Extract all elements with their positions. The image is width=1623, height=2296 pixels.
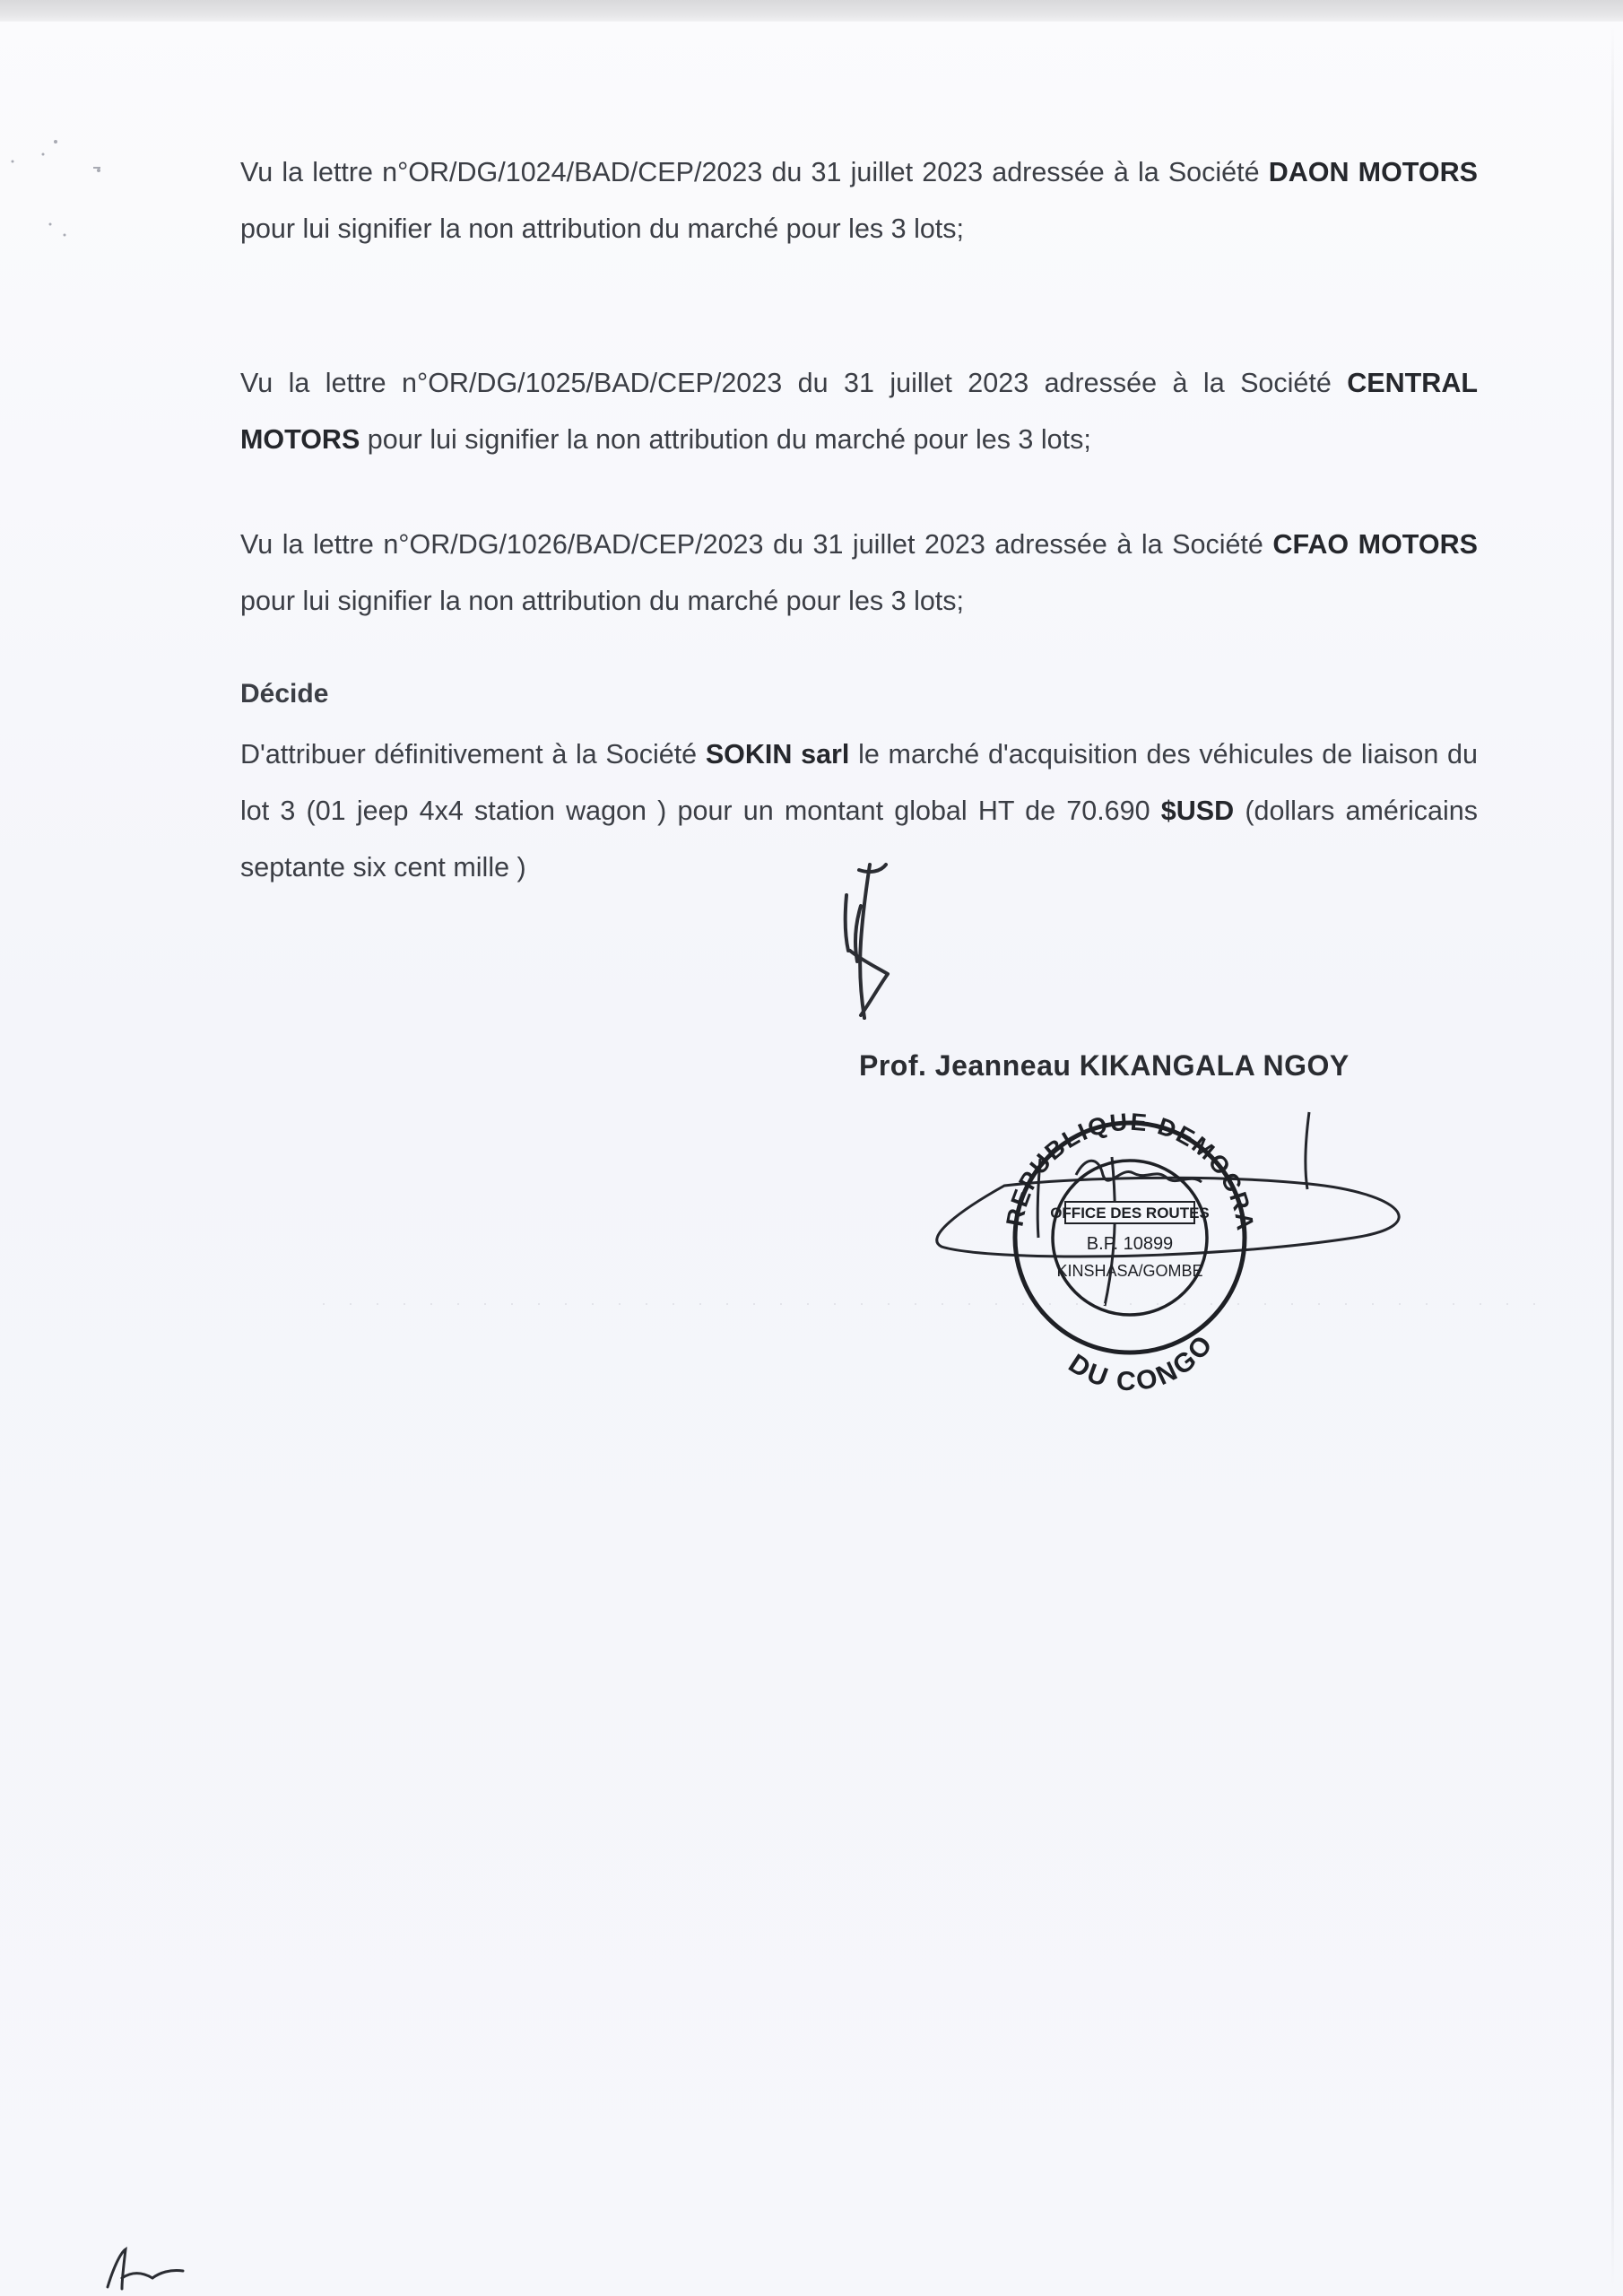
- company-name: CENTRAL MOTORS: [240, 368, 1478, 455]
- paragraph-central-motors: [240, 355, 1478, 468]
- company-name: CFAO MOTORS: [1272, 529, 1478, 560]
- paragraph-middle: le marché d'acquisition des véhicules de liaison du lot 3 (01 jeep 4x4 station wagon ) pour un montant global HT de 70.690: [240, 739, 1478, 826]
- svg-text:REPUBLIQUE DEMOCRATIQUE: REPUBLIQUE DEMOCRATIQUE: [922, 1082, 1259, 1232]
- scanner-edge-strip: [0, 0, 1623, 22]
- paragraph-daon-motors: [240, 144, 1478, 257]
- paragraph-cfao-motors: [240, 517, 1478, 630]
- scan-artifacts: [0, 1292, 1623, 1318]
- paragraph-tail: pour lui signifier la non attribution du marché pour les 3 lots;: [240, 213, 964, 244]
- scanner-right-edge: [1611, 27, 1614, 2287]
- margin-specks: [0, 90, 179, 251]
- svg-text:DU CONGO: DU CONGO: [1063, 1328, 1220, 1397]
- decision-heading: Décide: [240, 679, 329, 709]
- paragraph-tail: pour lui signifier la non attribution du marché pour les 3 lots;: [240, 586, 964, 616]
- bottom-initials: [90, 2242, 215, 2296]
- svg-text:B.P. 10899: B.P. 10899: [1086, 1234, 1174, 1254]
- paragraph-lead: Vu la lettre n°OR/DG/1024/BAD/CEP/2023 du 31 juillet 2023 adressée à la Société: [240, 157, 1260, 187]
- svg-text:OFFICE DES ROUTES: OFFICE DES ROUTES: [1050, 1205, 1210, 1222]
- paragraph-tail: pour lui signifier la non attribution du marché pour les 3 lots;: [367, 424, 1091, 455]
- paragraph-lead: Vu la lettre n°OR/DG/1026/BAD/CEP/2023 du 31 juillet 2023 adressée à la Société: [240, 529, 1263, 560]
- company-name: SOKIN sarl: [705, 739, 850, 770]
- paragraph-lead: Vu la lettre n°OR/DG/1025/BAD/CEP/2023 du 31 juillet 2023 adressée à la Société: [240, 368, 1332, 398]
- paragraph-lead: D'attribuer définitivement à la Société: [240, 739, 698, 770]
- svg-text:KINSHASA/GOMBE: KINSHASA/GOMBE: [1056, 1262, 1203, 1280]
- signatory-name: Prof. Jeanneau KIKANGALA NGOY: [859, 1049, 1350, 1082]
- currency-label: $USD: [1160, 796, 1235, 826]
- paragraph-tail: (dollars américains septante six cent mille ): [240, 796, 1478, 883]
- handwritten-initials: [807, 852, 906, 1031]
- company-name: DAON MOTORS: [1268, 157, 1478, 187]
